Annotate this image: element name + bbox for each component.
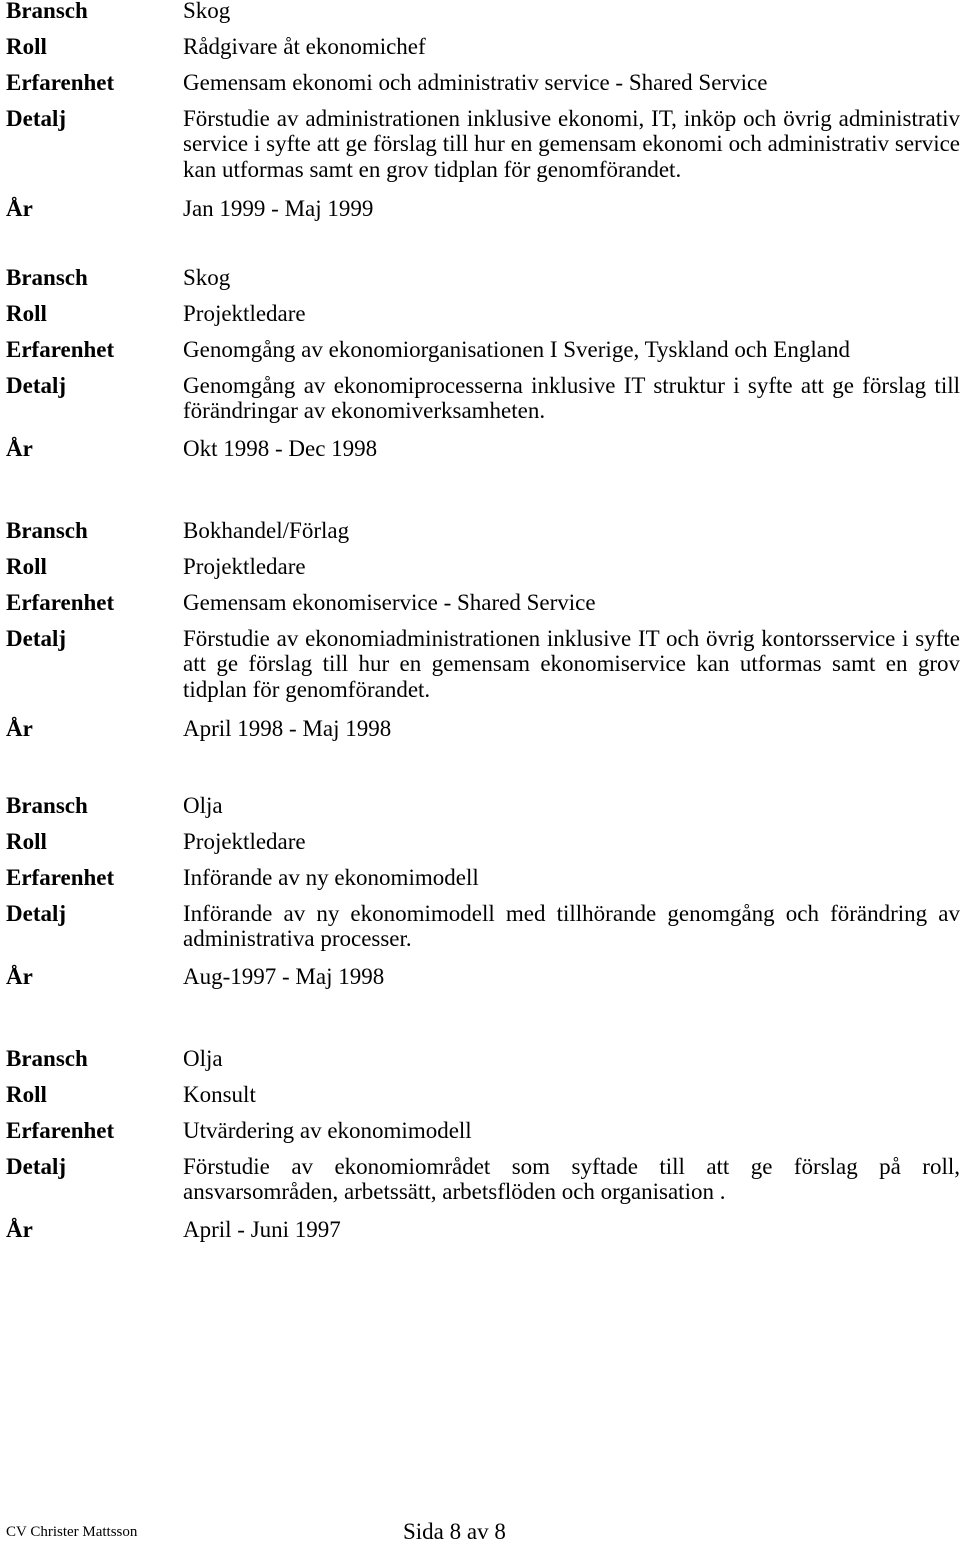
bransch-label: Bransch xyxy=(6,0,88,23)
erfarenhet-row xyxy=(0,865,960,901)
footer-author: CV Christer Mattsson xyxy=(6,1524,138,1540)
erfarenhet-label: Erfarenhet xyxy=(6,865,115,890)
roll-row xyxy=(0,554,960,590)
cv-entry xyxy=(0,793,960,1000)
roll-label: Roll xyxy=(6,301,47,326)
erfarenhet-value: Utvärdering av ekonomimodell xyxy=(183,1118,472,1143)
bransch-label: Bransch xyxy=(6,1046,88,1071)
ar-value: Aug-1997 - Maj 1998 xyxy=(183,964,385,989)
ar-row xyxy=(0,716,960,752)
bransch-row xyxy=(0,1046,960,1082)
erfarenhet-row xyxy=(0,337,960,373)
bransch-label: Bransch xyxy=(6,518,88,543)
ar-value: April 1998 - Maj 1998 xyxy=(183,716,392,741)
roll-value: Konsult xyxy=(183,1082,256,1107)
erfarenhet-label: Erfarenhet xyxy=(6,70,115,95)
cv-entry xyxy=(0,518,960,752)
bransch-value: Olja xyxy=(183,1046,223,1071)
bransch-row xyxy=(0,265,960,301)
detalj-row xyxy=(0,901,960,964)
bransch-value: Bokhandel/Förlag xyxy=(183,518,350,543)
erfarenhet-row xyxy=(0,70,960,106)
detalj-row xyxy=(0,1154,960,1217)
roll-row xyxy=(0,34,960,70)
ar-row xyxy=(0,964,960,1000)
roll-value: Projektledare xyxy=(183,554,306,579)
detalj-value: Införande av ny ekonomimodell med tillhörande genomgång och förändring av administrativa processer. xyxy=(183,901,960,952)
detalj-label: Detalj xyxy=(6,106,67,131)
detalj-label: Detalj xyxy=(6,626,67,651)
roll-value: Projektledare xyxy=(183,829,306,854)
detalj-row xyxy=(0,373,960,436)
ar-value: Okt 1998 - Dec 1998 xyxy=(183,436,378,461)
detalj-value: Genomgång av ekonomiprocesserna inklusive IT struktur i syfte att ge förslag till förändringar av ekonomiverksamheten. xyxy=(183,373,960,424)
detalj-value: Förstudie av administrationen inklusive ekonomi, IT, inköp och övrig administrativ service i syfte att ge förslag till hur en gemensam ekonomi och administrativ service kan utformas samt en grov tidplan för genomförandet. xyxy=(183,106,960,182)
bransch-value: Skog xyxy=(183,0,231,23)
cv-entry xyxy=(0,265,960,472)
detalj-row xyxy=(0,106,960,196)
cv-entry xyxy=(0,0,960,232)
detalj-value: Förstudie av ekonomiadministrationen inklusive IT och övrig kontorsservice i syfte att ge förslag till hur en gemensam ekonomiservice kan utformas samt en grov tidplan för genomförandet. xyxy=(183,626,960,702)
roll-label: Roll xyxy=(6,554,47,579)
ar-row xyxy=(0,436,960,472)
detalj-label: Detalj xyxy=(6,901,67,926)
detalj-row xyxy=(0,626,960,716)
roll-value: Rådgivare åt ekonomichef xyxy=(183,34,426,59)
roll-row xyxy=(0,301,960,337)
bransch-label: Bransch xyxy=(6,793,88,818)
bransch-label: Bransch xyxy=(6,265,88,290)
ar-value: April - Juni 1997 xyxy=(183,1217,341,1242)
ar-label: År xyxy=(6,964,33,989)
ar-row xyxy=(0,196,960,232)
detalj-value: Förstudie av ekonomiområdet som syftade till att ge förslag på roll, ansvarsområden, arbetssätt, arbetsflöden och organisation . xyxy=(183,1154,960,1205)
cv-entry xyxy=(0,1046,960,1253)
roll-row xyxy=(0,1082,960,1118)
erfarenhet-row xyxy=(0,1118,960,1154)
bransch-value: Olja xyxy=(183,793,223,818)
ar-value: Jan 1999 - Maj 1999 xyxy=(183,196,374,221)
roll-label: Roll xyxy=(6,829,47,854)
ar-row xyxy=(0,1217,960,1253)
detalj-label: Detalj xyxy=(6,373,67,398)
roll-label: Roll xyxy=(6,34,47,59)
erfarenhet-label: Erfarenhet xyxy=(6,1118,115,1143)
roll-value: Projektledare xyxy=(183,301,306,326)
bransch-row xyxy=(0,518,960,554)
roll-label: Roll xyxy=(6,1082,47,1107)
erfarenhet-value: Införande av ny ekonomimodell xyxy=(183,865,479,890)
bransch-value: Skog xyxy=(183,265,231,290)
erfarenhet-value: Gemensam ekonomiservice - Shared Service xyxy=(183,590,596,615)
ar-label: År xyxy=(6,196,33,221)
erfarenhet-value: Genomgång av ekonomiorganisationen I Sverige, Tyskland och England xyxy=(183,337,850,362)
detalj-label: Detalj xyxy=(6,1154,67,1179)
bransch-row xyxy=(0,0,960,34)
erfarenhet-label: Erfarenhet xyxy=(6,337,115,362)
ar-label: År xyxy=(6,1217,33,1242)
erfarenhet-label: Erfarenhet xyxy=(6,590,115,615)
footer-page-number: Sida 8 av 8 xyxy=(403,1519,506,1544)
erfarenhet-row xyxy=(0,590,960,626)
erfarenhet-value: Gemensam ekonomi och administrativ service - Shared Service xyxy=(183,70,768,95)
bransch-row xyxy=(0,793,960,829)
ar-label: År xyxy=(6,436,33,461)
ar-label: År xyxy=(6,716,33,741)
roll-row xyxy=(0,829,960,865)
